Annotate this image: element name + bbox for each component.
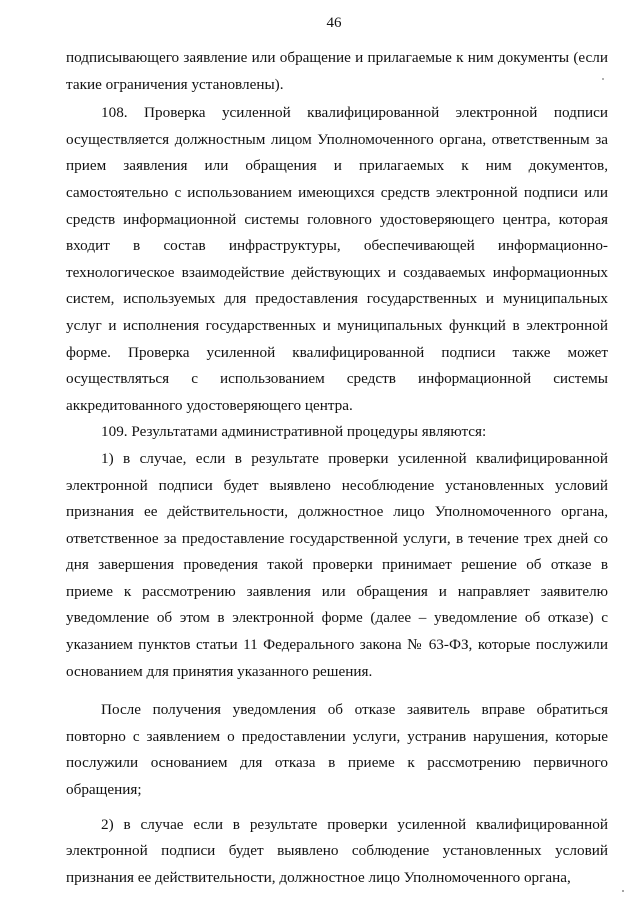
paragraph-after-refusal: После получения уведомления об отказе заявитель вправе обратиться повторно с заявлением о предоставлении услуги, устранив нарушения, которые послужили основанием для отказа в приеме к рассмотрению первичного обращения;: [66, 701, 608, 799]
page-number: 46: [326, 15, 342, 31]
document-body: [66, 45, 608, 891]
paragraph-109-item-2: 2) в случае если в результате проверки усиленной квалифицированной электронной подписи будет выявлено соблюдение установленных условий признания ее действительности, должностное лицо Уполномоченного органа,: [66, 815, 608, 886]
paragraph-109-item-1: 1) в случае, если в результате проверки усиленной квалифицированной электронной подписи будет выявлено несоблюдение установленных условий признания ее действительности, должностное лицо Уполномоченного органа, ответственное за предоставление государственной услуги, в течение трех дней со дня завершения проведения такой проверки принимает решение об отказе в приеме к рассмотрению заявления или обращения и направляет заявителю уведомление об этом в электронной форме (далее – уведомление об отказе) с указанием пунктов статьи 11 Федерального закона № 63-ФЗ, которые послужили основанием для принятия указанного решения.: [66, 449, 608, 680]
scan-speck-bottom: [622, 890, 624, 892]
paragraph-continuation: подписывающего заявление или обращение и прилагаемые к ним документы (если такие ограничения установлены).: [66, 49, 608, 93]
paragraph-108: 108. Проверка усиленной квалифицированной электронной подписи осуществляется должностным лицом Уполномоченного органа, ответственным за прием заявления или обращения и прилагаемых к ним документов, самостоятельно с использованием имеющихся средств электронной подписи или средств информационной системы головного удостоверяющего центра, которая входит в состав инфраструктуры, обеспечивающей информационно-технологическое взаимодействие действующих и создаваемых информационных систем, используемых для предоставления государственных и муниципальных услуг и исполнения государственных и муниципальных функций в электронной форме. Проверка усиленной квалифицированной подписи также может осуществляться с использованием средств информационной системы аккредитованного удостоверяющего центра.: [66, 104, 608, 414]
paragraph-109: 109. Результатами административной процедуры являются:: [101, 423, 487, 441]
